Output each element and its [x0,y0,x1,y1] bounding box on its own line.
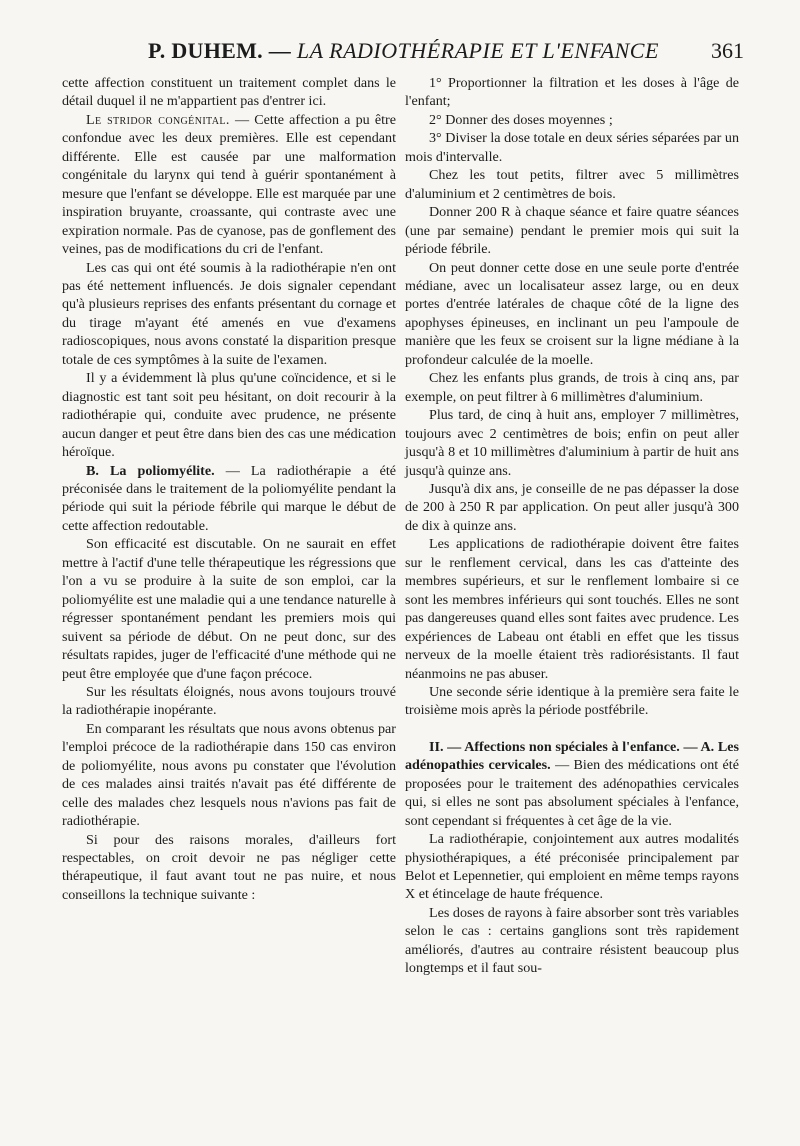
paragraph: Si pour des raisons morales, d'ailleurs fort respectables, on croit devoir ne pas négliger cette thérapeutique, il faut avant tout ne pas nuire, et nous conseillons la technique suivante : [62,831,396,903]
paragraph: Son efficacité est discutable. On ne saurait en effet mettre à l'actif d'une telle thérapeutique les régressions que l'on a vu se produire à la suite de son emploi, car la poliomyélite est une maladie qui a une tendance naturelle à régresser spontanément pendant les premiers mois qui suivent sa période de début. On ne peut donc, sur des résultats rapides, juger de l'efficacité d'une méthode qui ne peut être employée que d'une façon précoce. [62,536,396,682]
paragraph: Les doses de rayons à faire absorber sont très variables selon le cas : certains ganglions sont très rapidement améliorés, d'autres au contraire résistent beaucoup plus longtemps et il faut sou- [405,904,739,977]
paragraph: Les cas qui ont été soumis à la radiothérapie n'en ont pas été nettement influencés. Je dois signaler cependant qu'à plusieurs reprises des enfants présentant du cornage et du tirage m'ayant été amenés en vue d'examens radioscopiques, nous avons constaté la disparition presque totale de ces symptômes à la suite de l'examen. [62,259,396,368]
paragraph: En comparant les résultats que nous avons obtenus par l'emploi précoce de la radiothérapie dans 150 cas environ de poliomyélite, nous avons pu constater que l'évolution de ces malades ainsi traités n'avait pas été différente de celle des malades chez lesquels nous n'avions pas fait de radiothérapie. [62,720,396,830]
author-name: P. DUHEM. — [148,38,292,63]
page-header [58,38,744,70]
paragraph: Sur les résultats éloignés, nous avons toujours trouvé la radiothérapie inopérante. [62,683,396,719]
list-item: 2° Donner des doses moyennes ; [429,111,613,128]
paragraph: Jusqu'à dix ans, je conseille de ne pas dépasser la dose de 200 à 250 R par application. On peut aller jusqu'à 300 de dix à quinze ans. [405,480,739,534]
running-head [148,38,659,64]
list-item: 3° Diviser la dose totale en deux séries séparées par un mois d'intervalle. [405,130,739,165]
section-heading-stridor: Le stridor congénital. [86,111,230,128]
paragraph: Il y a évidemment là plus qu'une coïncidence, et si le diagnostic est tant soit peu hésitant, on doit recourir à la radiothérapie qui, conduite avec prudence, ne présente aucun danger et peut être dans bien des cas une médication héroïque. [62,370,396,461]
paragraph: Donner 200 R à chaque séance et faire quatre séances (une par semaine) pendant le premier mois qui suit la période fébrile. [405,204,739,258]
section-heading-poliomyelite: B. La poliomyélite. [86,462,215,479]
paragraph-text: — Bien des médications ont été proposées pour le traitement des adénopathies cervicales qui, si elles ne sont pas absolument spéciales à l'enfance, sont cependant si fréquentes à cet âge de la vie. [405,757,739,829]
section-heading-adenopathies: II. — Affections non spéciales à l'enfance. — A. Les adénopathies cervicales. [405,738,739,774]
paragraph-poliomyelite [62,462,396,536]
paragraph: Chez les enfants plus grands, de trois à cinq ans, par exemple, on peut filtrer à 6 millimètres d'aluminium. [405,370,739,405]
list-item: 1° Proportionner la filtration et les doses à l'âge de l'enfant; [405,75,739,110]
paragraph: On peut donner cette dose en une seule porte d'entrée médiane, avec un localisateur assez large, ou en deux portes d'entrée latérales de chaque côté de la ligne des apophyses épineuses, en inclinant un peu l'ampoule de manière que les feux se croisent sur la ligne médiane à la profondeur calculée de la moelle. [405,259,739,368]
left-column [62,74,396,904]
paragraph: Chez les tout petits, filtrer avec 5 millimètres d'aluminium et 2 centimètres de bois. [405,167,739,202]
paragraph: Les applications de radiothérapie doivent être faites sur le renflement cervical, dans les cas d'atteinte des membres supérieurs, et sur le renflement lombaire si ce sont les membres inférieurs qui sont touchés. Elles ne sont pas dangereuses quand elles sont faites avec prudence. Les expériences de Labeau ont établi en effet que les tissus nerveux de la moelle étaient très radiorésistants. Il faut néanmoins ne pas abuser. [405,536,739,682]
paragraph: Une seconde série identique à la première sera faite le troisième mois après la période postfébrile. [405,683,739,719]
paragraph: cette affection constituent un traitement complet dans le détail duquel il ne m'appartient pas d'entrer ici. [62,75,396,110]
paragraph-stridor [62,111,396,259]
right-column [405,74,739,978]
article-title: LA RADIOTHÉRAPIE ET L'ENFANCE [296,38,659,63]
paragraph-text: — Cette affection a pu être confondue avec les deux premières. Elle est cependant différente. Elle est causée par une malformation congénitale du larynx qui tend à guérir spontanément à mesure que l'enfant se développe. Elle est marquée par une inspiration bruyante, croassante, qui contraste avec une expiration normale. Pas de cyanose, pas de gonflement des veines, pas de modifications du cri de l'enfant. [62,111,396,258]
paragraph: La radiothérapie, conjointement aux autres modalités physiothérapiques, a été préconisée principalement par Belot et Lepennetier, qui emploient en même temps rayons X et étincelage de haute fréquence. [405,831,739,903]
paragraph: Plus tard, de cinq à huit ans, employer 7 millimètres, toujours avec 2 centimètres de bois; enfin on peut aller jusqu'à 8 et 10 millimètres d'aluminium à partir de huit ans jusqu'à quinze ans. [405,407,739,479]
paragraph-text: — La radiothérapie a été préconisée dans le traitement de la poliomyélite pendant la période qui suit la période fébrile qui marque le début de cette affection redoutable. [62,462,396,534]
page-number: 361 [711,38,744,63]
paragraph-adenopathies [405,738,739,830]
